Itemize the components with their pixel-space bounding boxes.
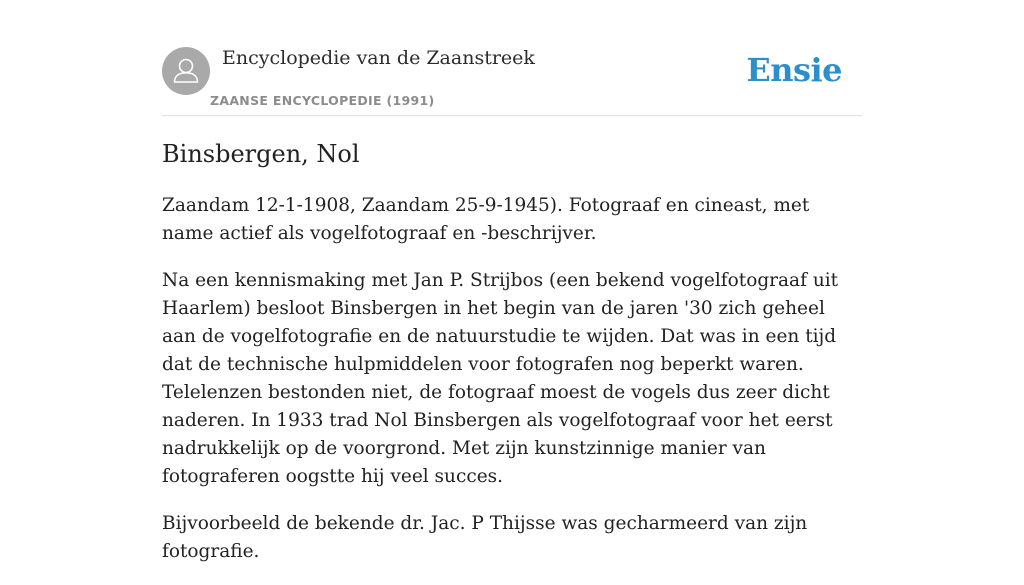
user-icon <box>162 47 210 95</box>
page-container <box>162 0 862 562</box>
article-title: Binsbergen, Nol <box>162 140 360 168</box>
article-paragraph: Na een kennismaking met Jan P. Strijbos (een bekend vogelfotograaf uit Haarlem) besloot Binsbergen in het begin van de jaren '30 zich geheel aan de vogelfotografie en de natuurstudie te wijden. Dat was in een tijd dat de technische hulpmiddelen voor fotografen nog beperkt waren. Telelenzen bestonden niet, de fotograaf moest de vogels dus zeer dicht naderen. In 1933 trad Nol Binsbergen als vogelfotograaf voor het eerst nadrukkelijk op de voorgrond. Met zijn kunstzinnige manier van fotograferen oogstte hij veel succes. <box>162 270 839 487</box>
source-title[interactable]: Encyclopedie van de Zaanstreek <box>222 47 535 69</box>
source-header <box>162 0 862 116</box>
article-paragraph: Bijvoorbeeld de bekende dr. Jac. P Thijsse was gecharmeerd van zijn fotografie. <box>162 513 808 562</box>
article-paragraph: Zaandam 12-1-1908, Zaandam 25-9-1945). Fotograaf en cineast, met name actief als vogelfotograaf en -beschrijver. <box>162 195 810 244</box>
ensie-logo[interactable]: Ensie <box>746 51 842 89</box>
article-body <box>162 192 862 585</box>
source-subtitle: ZAANSE ENCYCLOPEDIE (1991) <box>210 93 435 108</box>
source-avatar[interactable] <box>162 47 210 95</box>
